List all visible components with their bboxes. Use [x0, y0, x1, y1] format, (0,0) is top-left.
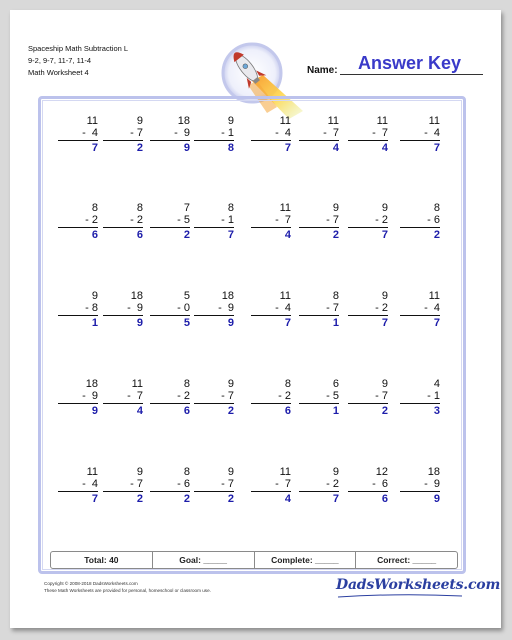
subtrahend: - 2 [278, 390, 291, 402]
minuend: 11 [428, 290, 440, 302]
answer-rule [348, 315, 388, 316]
subtraction-problem [400, 378, 440, 417]
subtraction-problem [150, 115, 190, 154]
answer: 2 [136, 142, 143, 154]
subtrahend: - 6 [177, 478, 190, 490]
answer-rule [194, 491, 234, 492]
subtraction-problem [299, 466, 339, 505]
answer: 6 [381, 493, 388, 505]
answer-rule [103, 403, 143, 404]
answer: 9 [183, 142, 190, 154]
worksheet-header [28, 43, 128, 79]
answer-rule [400, 403, 440, 404]
subtraction-problem [194, 290, 234, 329]
answer-rule [194, 140, 234, 141]
answer: 8 [227, 142, 234, 154]
minuend: 9 [136, 115, 143, 127]
subtraction-problem [348, 378, 388, 417]
usage-notice: These Math Worksheets are provided for personal, homeschool or classroom use. [44, 588, 211, 593]
answer-rule [400, 315, 440, 316]
subtraction-problem [400, 466, 440, 505]
minuend: 11 [376, 115, 388, 127]
minuend: 9 [381, 202, 388, 214]
subtraction-problem [251, 378, 291, 417]
subtrahend: - 9 [174, 127, 190, 139]
answer-rule [194, 403, 234, 404]
answer: 4 [381, 142, 388, 154]
answer: 5 [183, 317, 190, 329]
answer-rule [348, 140, 388, 141]
answer: 7 [91, 142, 98, 154]
answer: 6 [136, 229, 143, 241]
subtrahend: - 9 [424, 478, 440, 490]
minuend: 7 [183, 202, 190, 214]
answer: 7 [433, 142, 440, 154]
answer: 6 [183, 405, 190, 417]
subtrahend: - 9 [82, 390, 98, 402]
subtrahend: - 1 [221, 214, 234, 226]
answer-rule [150, 227, 190, 228]
subtrahend: - 2 [130, 214, 143, 226]
answer-rule [299, 403, 339, 404]
answer: 2 [381, 405, 388, 417]
minuend: 9 [227, 378, 234, 390]
answer-rule [251, 491, 291, 492]
worksheet-facts: 9-2, 9-7, 11-7, 11-4 [28, 56, 92, 65]
answer: 7 [284, 317, 291, 329]
subtrahend: - 7 [375, 390, 388, 402]
minuend: 8 [284, 378, 291, 390]
answer-rule [299, 315, 339, 316]
minuend: 11 [279, 202, 291, 214]
minuend: 9 [227, 115, 234, 127]
minuend: 12 [375, 466, 388, 478]
subtraction-problem [299, 202, 339, 241]
subtraction-problem [103, 290, 143, 329]
answer-rule [58, 491, 98, 492]
answer: 2 [136, 493, 143, 505]
subtrahend: - 2 [375, 302, 388, 314]
answer: 7 [91, 493, 98, 505]
subtrahend: - 2 [375, 214, 388, 226]
subtraction-problem [58, 378, 98, 417]
answer-rule [348, 227, 388, 228]
brand-logo[interactable]: DadsWorksheets.com [336, 577, 501, 593]
minuend: 11 [279, 115, 291, 127]
subtraction-problem [194, 202, 234, 241]
subtrahend: - 2 [85, 214, 98, 226]
subtrahend: - 7 [221, 390, 234, 402]
answer: 4 [332, 142, 339, 154]
subtrahend: - 7 [326, 302, 339, 314]
subtraction-problem [194, 466, 234, 505]
answer: 9 [91, 405, 98, 417]
minuend: 9 [381, 378, 388, 390]
answer-rule [299, 491, 339, 492]
subtraction-problem [150, 202, 190, 241]
minuend: 8 [433, 202, 440, 214]
subtraction-problem [400, 115, 440, 154]
subtraction-problem [299, 115, 339, 154]
correct-field[interactable]: Correct: _____ [377, 555, 437, 565]
minuend: 9 [136, 466, 143, 478]
complete-field[interactable]: Complete: _____ [255, 552, 357, 568]
answer-rule [299, 140, 339, 141]
minuend: 11 [86, 466, 98, 478]
subtrahend: - 7 [127, 390, 143, 402]
minuend: 8 [183, 378, 190, 390]
answer-rule [400, 227, 440, 228]
answer-rule [103, 491, 143, 492]
answer-rule [400, 140, 440, 141]
answer: 1 [91, 317, 98, 329]
answer-rule [194, 315, 234, 316]
minuend: 11 [327, 115, 339, 127]
subtraction-problem [194, 115, 234, 154]
answer: 2 [227, 405, 234, 417]
subtrahend: - 9 [218, 302, 234, 314]
minuend: 5 [183, 290, 190, 302]
score-bar [50, 551, 458, 569]
subtrahend: - 2 [177, 390, 190, 402]
minuend: 18 [130, 290, 143, 302]
answer-rule [251, 403, 291, 404]
answer-rule [58, 315, 98, 316]
subtraction-problem [348, 466, 388, 505]
answer-rule [251, 315, 291, 316]
subtrahend: - 7 [323, 127, 339, 139]
minuend: 8 [136, 202, 143, 214]
answer: 9 [433, 493, 440, 505]
answer: 1 [332, 317, 339, 329]
subtrahend: - 7 [130, 478, 143, 490]
subtrahend: - 5 [326, 390, 339, 402]
answer: 7 [332, 493, 339, 505]
minuend: 6 [332, 378, 339, 390]
answer: 7 [381, 317, 388, 329]
worksheet-title: Spaceship Math Subtraction L [28, 44, 129, 53]
answer-rule [348, 491, 388, 492]
answer-rule [58, 403, 98, 404]
answer: 4 [136, 405, 143, 417]
subtraction-problem [150, 378, 190, 417]
answer-rule [150, 491, 190, 492]
answer: 9 [136, 317, 143, 329]
subtraction-problem [58, 202, 98, 241]
minuend: 8 [332, 290, 339, 302]
subtrahend: - 4 [275, 302, 291, 314]
subtraction-problem [251, 202, 291, 241]
subtrahend: - 7 [275, 214, 291, 226]
minuend: 9 [381, 290, 388, 302]
answer-key-label: Answer Key [358, 53, 462, 73]
subtraction-problem [58, 466, 98, 505]
subtrahend: - 4 [82, 478, 98, 490]
answer: 4 [284, 493, 291, 505]
subtraction-problem [400, 202, 440, 241]
answer-rule [251, 140, 291, 141]
subtrahend: - 7 [221, 478, 234, 490]
answer: 1 [332, 405, 339, 417]
minuend: 11 [279, 290, 291, 302]
name-label: Name: [307, 65, 338, 76]
subtraction-problem [299, 290, 339, 329]
answer: 2 [183, 229, 190, 241]
subtraction-problem [58, 290, 98, 329]
answer: 2 [227, 493, 234, 505]
answer-rule [400, 491, 440, 492]
minuend: 8 [183, 466, 190, 478]
minuend: 18 [85, 378, 98, 390]
minuend: 11 [86, 115, 98, 127]
answer-rule [103, 315, 143, 316]
answer-rule [150, 140, 190, 141]
answer: 6 [91, 229, 98, 241]
answer-rule [150, 403, 190, 404]
minuend: 18 [427, 466, 440, 478]
answer-rule [103, 227, 143, 228]
minuend: 9 [332, 466, 339, 478]
worksheet-number: Math Worksheet 4 [28, 68, 89, 77]
goal-field[interactable]: Goal: _____ [153, 552, 255, 568]
subtrahend: - 4 [275, 127, 291, 139]
subtraction-problem [348, 290, 388, 329]
answer-rule [348, 403, 388, 404]
minuend: 8 [91, 202, 98, 214]
subtraction-problem [251, 466, 291, 505]
answer: 7 [284, 142, 291, 154]
subtrahend: - 6 [427, 214, 440, 226]
subtraction-problem [103, 202, 143, 241]
subtraction-problem [103, 115, 143, 154]
subtrahend: - 7 [326, 214, 339, 226]
subtraction-problem [58, 115, 98, 154]
minuend: 18 [177, 115, 190, 127]
subtraction-problem [251, 290, 291, 329]
answer: 4 [284, 229, 291, 241]
subtraction-problem [103, 466, 143, 505]
minuend: 9 [227, 466, 234, 478]
answer: 2 [433, 229, 440, 241]
answer: 7 [227, 229, 234, 241]
subtrahend: - 2 [326, 478, 339, 490]
answer: 6 [284, 405, 291, 417]
subtrahend: - 9 [127, 302, 143, 314]
answer-rule [251, 227, 291, 228]
name-field[interactable] [340, 74, 483, 75]
subtraction-problem [348, 202, 388, 241]
minuend: 11 [279, 466, 291, 478]
answer-rule [299, 227, 339, 228]
subtrahend: - 7 [372, 127, 388, 139]
subtrahend: - 7 [275, 478, 291, 490]
subtrahend: - 7 [130, 127, 143, 139]
subtrahend: - 4 [424, 302, 440, 314]
answer: 7 [381, 229, 388, 241]
answer-rule [150, 315, 190, 316]
subtraction-problem [194, 378, 234, 417]
answer: 7 [433, 317, 440, 329]
minuend: 8 [227, 202, 234, 214]
answer: 2 [183, 493, 190, 505]
subtrahend: - 5 [177, 214, 190, 226]
answer-rule [194, 227, 234, 228]
minuend: 9 [332, 202, 339, 214]
copyright-text: Copyright © 2008-2018 DadsWorksheets.com [44, 581, 138, 586]
answer-rule [58, 227, 98, 228]
brand-swoosh [336, 594, 464, 598]
subtrahend: - 4 [82, 127, 98, 139]
subtraction-problem [150, 466, 190, 505]
subtraction-problem [299, 378, 339, 417]
subtraction-problem [348, 115, 388, 154]
subtrahend: - 0 [177, 302, 190, 314]
subtraction-problem [103, 378, 143, 417]
total-count: Total: 40 [51, 552, 153, 568]
subtrahend: - 1 [221, 127, 234, 139]
subtrahend: - 4 [424, 127, 440, 139]
subtraction-problem [400, 290, 440, 329]
subtraction-problem [150, 290, 190, 329]
subtrahend: - 6 [372, 478, 388, 490]
minuend: 11 [428, 115, 440, 127]
subtrahend: - 8 [85, 302, 98, 314]
minuend: 4 [433, 378, 440, 390]
answer-rule [58, 140, 98, 141]
minuend: 18 [221, 290, 234, 302]
minuend: 9 [91, 290, 98, 302]
answer: 2 [332, 229, 339, 241]
answer: 3 [433, 405, 440, 417]
minuend: 11 [131, 378, 143, 390]
subtraction-problem [251, 115, 291, 154]
subtrahend: - 1 [427, 390, 440, 402]
answer-rule [103, 140, 143, 141]
answer: 9 [227, 317, 234, 329]
copyright-notice [44, 580, 211, 594]
